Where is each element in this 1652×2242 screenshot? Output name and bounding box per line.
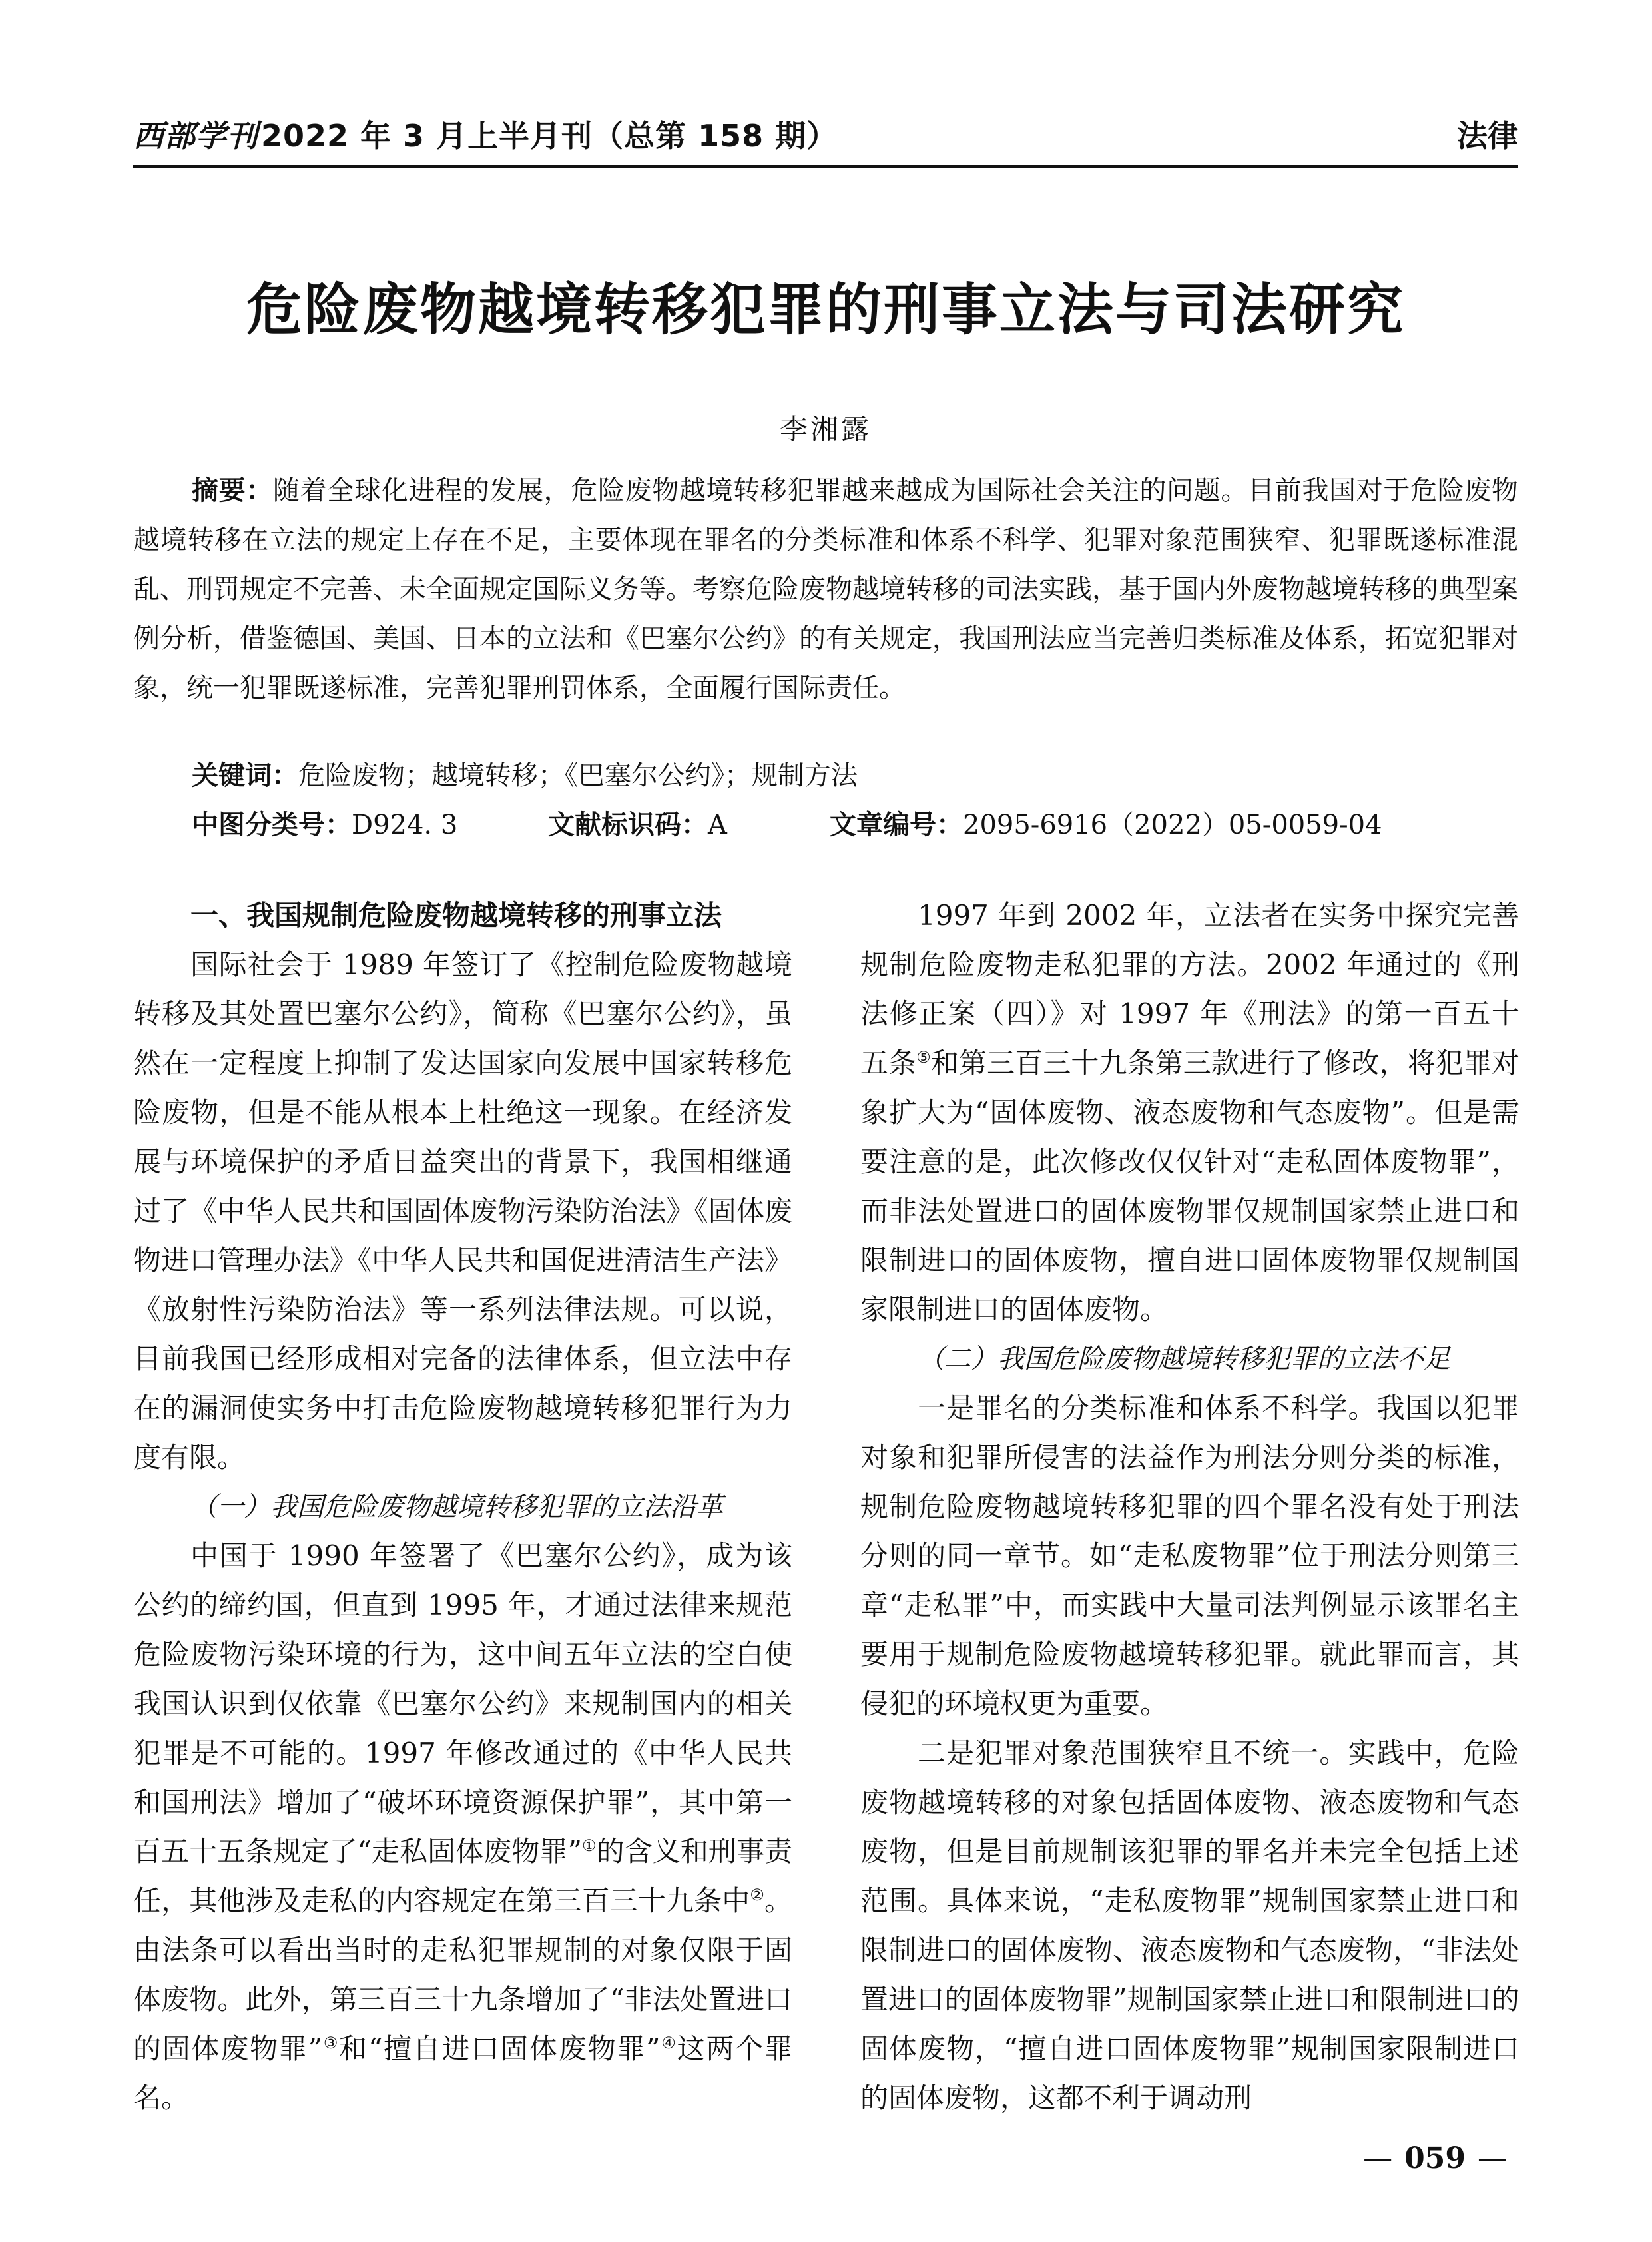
subsection-heading: （二）我国危险废物越境转移犯罪的立法不足 [918,1344,1450,1374]
text-run: 和“擅自进口固体废物罪” [339,2032,661,2065]
journal-info [133,112,838,156]
running-header [133,112,1518,158]
classification-row [192,800,1518,850]
clc-label: 中图分类号： [192,810,352,840]
abstract [133,466,1518,712]
paragraph: 二是犯罪对象范围狭窄且不统一。实践中，危险废物越境转移的对象包括固体废物、液态废物和气态废物，但是目前规制该犯罪的罪名并未完全包括上述范围。具体来说，“走私废物罪”规制国家禁止进口和限制进口的固体废物、液态废物和气态废物，“非法处置进口的固体废物罪”规制国家禁止进口和限制进口的固体废物，“擅自进口固体废物罪”规制国家限制进口的固体废物，这都不利于调动刑 [860,1737,1519,2114]
article-number-value: 2095-6916（2022）05-0059-04 [963,810,1382,840]
article-number [830,800,1382,850]
clc-value: D924. 3 [352,810,458,840]
clc-code [192,800,457,850]
section-heading: 一、我国规制危险废物越境转移的刑事立法 [190,899,722,932]
text-run: 和第三百三十九条第三款进行了修改，将犯罪对象扩大为“固体废物、液态废物和气态废物”。但是需要注意的是，此次修改仅仅针对“走私固体废物罪”，而非法处置进口的固体废物罪仅规制国家禁止进口和限制进口的固体废物，擅自进口固体废物罪仅规制国家限制进口的固体废物。 [860,1047,1519,1326]
dash-right: — [1478,2141,1507,2175]
paragraph: 国际社会于 1989 年签订了《控制危险废物越境转移及其处置巴塞尔公约》，简称《巴塞尔公约》，虽然在一定程度上抑制了发达国家向发展中国家转移危险废物，但是不能从根本上杜绝这一现象。在经济发展与环境保护的矛盾日益突出的背景下，我国相继通过了《中华人民共和国固体废物污染防治法》《固体废物进口管理办法》《中华人民共和国促进清洁生产法》《放射性污染防治法》等一系列法律法规。可以说，目前我国已经形成相对完备的法律体系，但立法中存在的漏洞使实务中打击危险废物越境转移犯罪行为力度有限。 [133,948,792,1474]
text-run: 1997 年到 2002 年，立法者在实务中探究完善规制危险废物走私犯罪的方法。2002 年通过的《刑法修正案（四）》对 1997 年《刑法》的第一百五十五条 [860,899,1519,1079]
subsection-heading: （一）我国危险废物越境转移犯罪的立法沿革 [190,1492,723,1522]
text-run: 这两个罪名。 [133,2032,792,2114]
right-column [860,891,1519,2114]
text-run: 中国于 1990 年签署了《巴塞尔公约》，成为该公约的缔约国，但直到 1995 年，才通过法律来规范危险废物污染环境的行为，这中间五年立法的空白使我国认识到仅依靠《巴塞尔公约》来规制国内的相关犯罪是不可能的。1997 年修改通过的《中华人民共和国刑法》增加了“破坏环境资源保护罪”，其中第一百五十五条规定了“走私固体废物罪” [133,1540,792,1868]
paragraph: 一是罪名的分类标准和体系不科学。我国以犯罪对象和犯罪所侵害的法益作为刑法分则分类的标准，规制危险废物越境转移犯罪的四个罪名没有处于刑法分则的同一章节。如“走私废物罪”位于刑法分则第三章“走私罪”中，而实践中大量司法判例显示该罪名主要用于规制危险废物越境转移犯罪。就此罪而言，其侵犯的环境权更为重要。 [860,1392,1519,1720]
section-label: 法律 [1457,118,1518,154]
doc-code-value: A [708,810,727,840]
footnote-ref[interactable]: ④ [660,2034,677,2052]
footnote-ref[interactable]: ② [750,1886,764,1904]
keywords-label: 关键词： [192,760,298,791]
page-number [1351,2141,1519,2175]
dash-left: — [1363,2141,1393,2175]
journal-issue: 2022 年 3 月上半月刊（总第 158 期） [261,118,838,154]
header-rule [133,165,1518,168]
article-title: 危险废物越境转移犯罪的刑事立法与司法研究 [246,276,1405,342]
left-column [133,891,793,2114]
journal-brand: 西部学刊 [133,118,258,154]
footnote-ref[interactable]: ③ [322,2034,340,2052]
page-number-value: 059 [1404,2141,1466,2175]
text-run: 的含义和刑事责任，其他涉及走私的内容规定在第三百三十九条中 [133,1835,793,1917]
article-author: 李湘露 [779,413,872,445]
article-number-label: 文章编号： [830,810,963,840]
abstract-label: 摘要： [192,475,273,506]
footnote-ref[interactable]: ① [581,1836,597,1855]
doc-code-label: 文献标识码： [548,810,708,840]
keywords-text: 危险废物；越境转移；《巴塞尔公约》；规制方法 [298,760,858,791]
keywords [192,751,1518,800]
text-run: 。由法条可以看出当时的走私犯罪规制的对象仅限于固体废物。此外，第三百三十九条增加了“非法处置进口的固体废物罪” [133,1884,792,2065]
doc-code [548,800,727,850]
abstract-text: 随着全球化进程的发展，危险废物越境转移犯罪越来越成为国际社会关注的问题。目前我国对于危险废物越境转移在立法的规定上存在不足，主要体现在罪名的分类标准和体系不科学、犯罪对象范围狭窄、犯罪既遂标准混乱、刑罚规定不完善、未全面规定国际义务等。考察危险废物越境转移的司法实践，基于国内外废物越境转移的典型案例分析，借鉴德国、美国、日本的立法和《巴塞尔公约》的有关规定，我国刑法应当完善归类标准及体系，拓宽犯罪对象，统一犯罪既遂标准，完善犯罪刑罚体系，全面履行国际责任。 [133,475,1518,703]
footnote-ref[interactable]: ⑤ [916,1048,931,1067]
paragraph [860,891,1519,1334]
paragraph [133,1532,792,2123]
